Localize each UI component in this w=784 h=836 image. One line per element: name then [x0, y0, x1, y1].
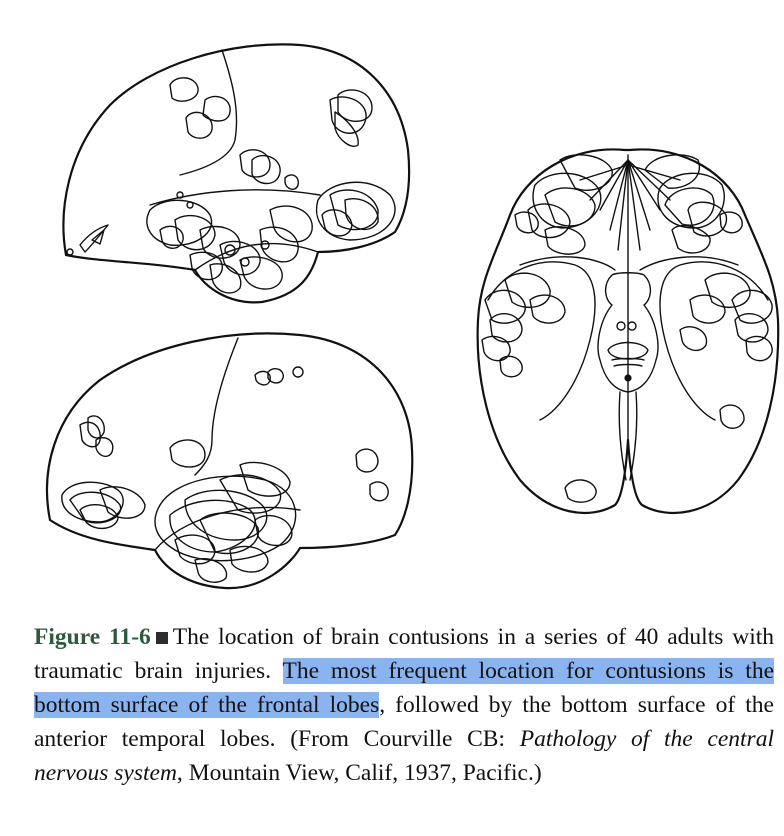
- figure-caption: [34, 620, 774, 790]
- inferior-brain-view: [478, 149, 779, 513]
- lateral-brain-view-top: [63, 44, 409, 302]
- highlighted-text: The most frequent location for contusions is the bottom surface of the frontal lobes: [34, 658, 774, 718]
- caption-text-intro: The location of brain contusions in a series of 40 adults with traumatic brain injuries.: [34, 624, 775, 684]
- square-bullet-icon: [156, 632, 168, 644]
- lateral-brain-view-bottom: [47, 333, 412, 588]
- caption-text-continued: , followed by the bottom surface of the anterior temporal lobes. (From Courville CB:: [34, 692, 774, 752]
- source-title: Pathology of the central nervous system,: [34, 726, 774, 786]
- figure-label: Figure 11-6: [34, 624, 151, 650]
- source-details: Mountain View, Calif, 1937, Pacific.): [182, 760, 542, 786]
